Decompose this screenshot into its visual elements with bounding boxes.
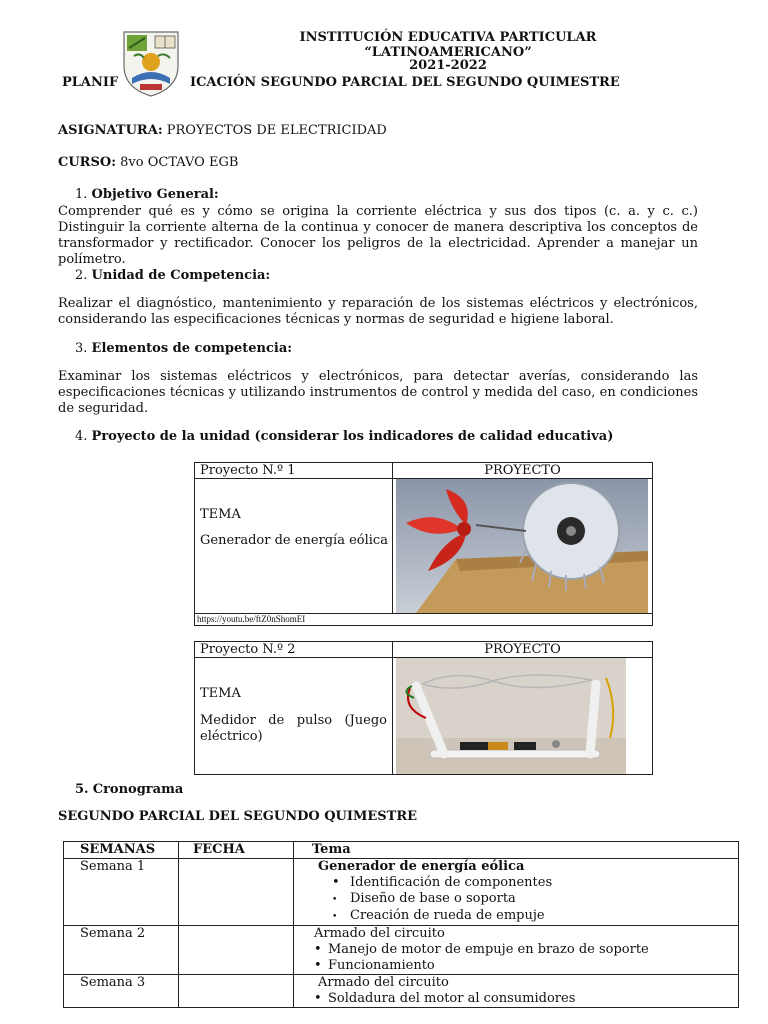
- section-number: 2.: [75, 268, 88, 283]
- fecha-cell: [179, 859, 294, 926]
- project-1-tema: Generador de energía eólica: [200, 533, 388, 548]
- list-item: • Identificación de componentes: [332, 875, 553, 890]
- project-1-label: Proyecto N.º 1: [195, 463, 393, 479]
- section-number: 3.: [75, 341, 88, 356]
- cronograma-title: SEGUNDO PARCIAL DEL SEGUNDO QUIMESTRE: [58, 809, 418, 824]
- list-item: • Funcionamiento: [314, 958, 435, 973]
- project-2-image-cell: [393, 658, 653, 775]
- tema-label: TEMA: [200, 507, 241, 522]
- asignatura-value: PROYECTOS DE ELECTRICIDAD: [166, 123, 387, 138]
- section-number: 4.: [75, 429, 88, 444]
- cronograma-table: [63, 841, 739, 1008]
- tema-cell: [294, 975, 739, 1008]
- section-3-heading: [75, 341, 292, 356]
- tema-title: Armado del circuito: [318, 975, 449, 990]
- tema-items: [314, 942, 738, 974]
- fecha-cell: [179, 926, 294, 975]
- col-header-fecha: FECHA: [179, 842, 294, 859]
- tema-title: Generador de energía eólica: [318, 859, 525, 874]
- asignatura-line: [58, 123, 387, 138]
- curso-value: 8vo OCTAVO EGB: [120, 155, 239, 170]
- table-row: [64, 975, 739, 1008]
- project-2-label: Proyecto N.º 2: [195, 642, 393, 658]
- school-name: “LATINOAMERICANO”: [364, 45, 532, 60]
- project-2-table: [194, 641, 653, 775]
- section-5-heading: [75, 782, 183, 797]
- project-2-tema: Medidor de pulso (Juego eléctrico): [200, 713, 387, 744]
- section-title: Unidad de Competencia:: [91, 268, 271, 283]
- section-1-heading: [75, 187, 219, 202]
- semana-cell: Semana 2: [64, 926, 179, 975]
- semana-cell: Semana 3: [64, 975, 179, 1008]
- section-title: Objetivo General:: [91, 187, 219, 202]
- curso-label: CURSO:: [58, 155, 116, 170]
- project-1-table: [194, 462, 653, 626]
- pulse-meter-game-image: [396, 658, 626, 774]
- section-3-body: Examinar los sistemas eléctricos y electrónicos, para detectar averías, considerando las especificaciones técnicas y utilizando instrumentos de control y medida del caso, en condiciones de seguridad.: [58, 369, 698, 416]
- list-item: • Soldadura del motor al consumidores: [314, 991, 576, 1006]
- list-item: • Manejo de motor de empuje en brazo de soporte: [314, 942, 649, 957]
- col-header-semanas: SEMANAS: [64, 842, 179, 859]
- section-title: Cronograma: [92, 782, 184, 797]
- project-1-tema-cell: [195, 479, 393, 614]
- tema-cell: [294, 926, 739, 975]
- list-item: • Creación de rueda de empuje: [332, 908, 545, 923]
- section-title: Proyecto de la unidad (considerar los indicadores de calidad educativa): [91, 429, 614, 444]
- semana-cell: Semana 1: [64, 859, 179, 926]
- col-header-tema: Tema: [294, 842, 739, 859]
- table-row: [64, 926, 739, 975]
- project-1-video-link[interactable]: https://youtu.be/ftZ0nShomEI: [195, 614, 653, 626]
- curso-line: [58, 155, 238, 170]
- school-crest-logo: [118, 26, 184, 98]
- section-number: 1.: [75, 187, 88, 202]
- planning-title-right: ICACIÓN SEGUNDO PARCIAL DEL SEGUNDO QUIMESTRE: [190, 75, 620, 90]
- tema-label: TEMA: [200, 686, 241, 701]
- table-row: [64, 859, 739, 926]
- school-years: 2021-2022: [409, 58, 487, 73]
- tema-cell: [294, 859, 739, 926]
- section-2-body: Realizar el diagnóstico, mantenimiento y reparación de los sistemas eléctricos y electrónicos, considerando las especificaciones técnicas y normas de seguridad e higiene laboral.: [58, 296, 698, 327]
- wind-generator-image: [396, 479, 648, 613]
- planning-title-left: PLANIF: [62, 75, 119, 90]
- tema-items: [318, 875, 738, 925]
- fecha-cell: [179, 975, 294, 1008]
- project-1-image-cell: [393, 479, 653, 614]
- section-2-heading: [75, 268, 270, 283]
- list-item: • Diseño de base o soporta: [332, 891, 516, 906]
- project-2-tema-cell: [195, 658, 393, 775]
- section-number: 5.: [75, 782, 89, 797]
- asignatura-label: ASIGNATURA:: [58, 123, 163, 138]
- section-4-heading: [75, 429, 613, 444]
- section-1-body: Comprender qué es y cómo se origina la corriente eléctrica y sus dos tipos (c. a. y c. c.) Distinguir la corriente alterna de la continua y conocer de manera descriptiva los conceptos de transformador y rectificador. Conocer los peligros de la electricidad. Aprender a manejar un polímetro.: [58, 204, 698, 267]
- tema-items: [314, 991, 738, 1007]
- project-2-header: PROYECTO: [393, 642, 653, 658]
- project-1-header: PROYECTO: [393, 463, 653, 479]
- tema-title: Armado del circuito: [314, 926, 445, 941]
- section-title: Elementos de competencia:: [91, 341, 293, 356]
- institution-title: INSTITUCIÓN EDUCATIVA PARTICULAR: [299, 30, 597, 45]
